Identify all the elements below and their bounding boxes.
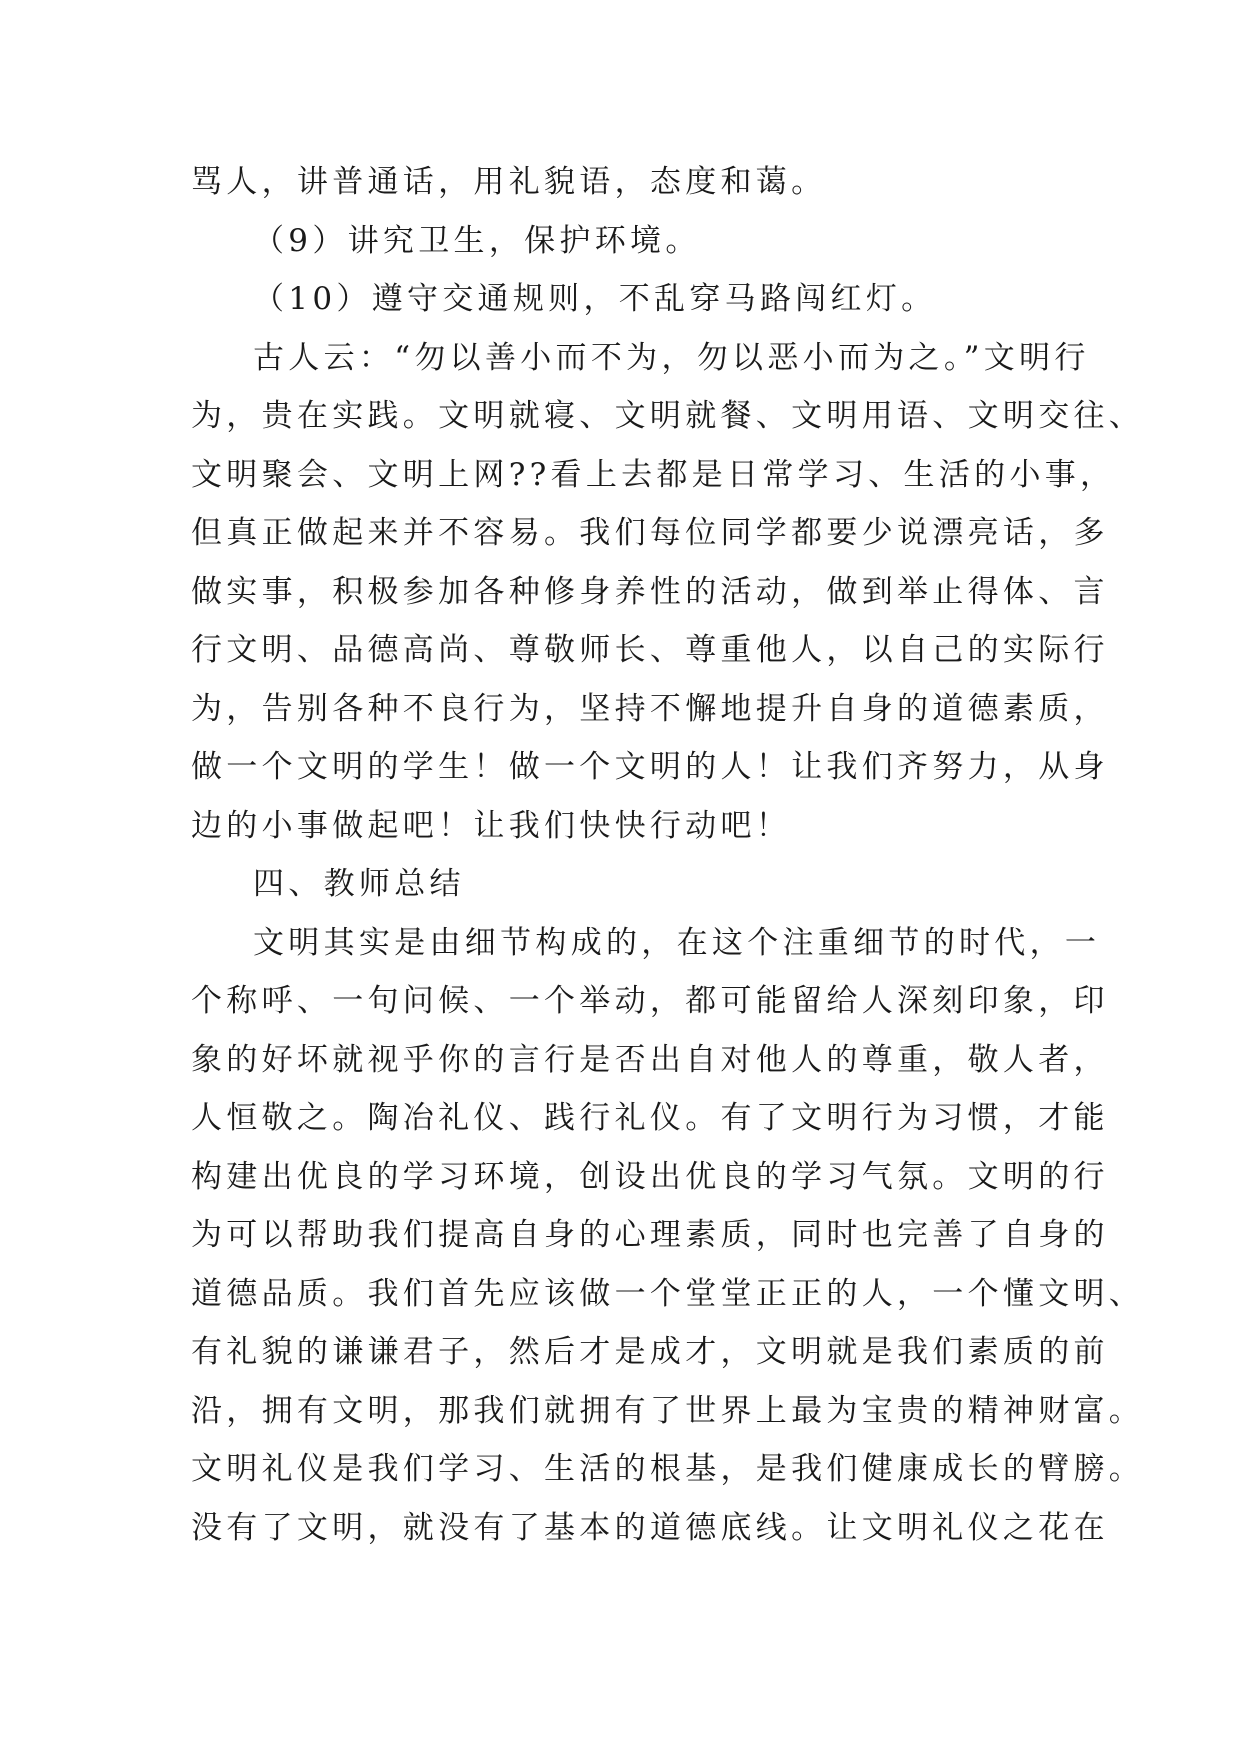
section-heading: 四、教师总结 [253,866,465,902]
text-line: 象的好坏就视乎你的言行是否出自对他人的尊重，敬人者， [191,1041,1109,1078]
text-line: 道德品质。我们首先应该做一个堂堂正正的人，一个懂文明、 [191,1275,1145,1312]
text-line: 人恒敬之。陶冶礼仪、践行礼仪。有了文明行为习惯，才能 [191,1100,1109,1136]
list-item-10: （10）遵守交通规则，不乱穿马路闯红灯。 [253,281,937,317]
list-item-9: （9）讲究卫生，保护环境。 [253,222,701,259]
paragraph-start: 古人云：“勿以善小而不为，勿以恶小而为之。”文明行 [253,339,1090,376]
text-line: 文明礼仪是我们学习、生活的根基，是我们健康成长的臂膀。 [191,1451,1145,1487]
text-line: 沿，拥有文明，那我们就拥有了世界上最为宝贵的精神财富。 [191,1392,1145,1429]
paragraph-start: 文明其实是由细节构成的，在这个注重细节的时代，一 [253,924,1101,961]
text-line: 个称呼、一句问候、一个举动，都可能留给人深刻印象，印 [191,983,1109,1019]
text-line: 文明聚会、文明上网??看上去都是日常学习、生活的小事， [191,456,1116,493]
text-line: 有礼貌的谦谦君子，然后才是成才，文明就是我们素质的前 [191,1334,1109,1370]
text-line: 构建出优良的学习环境，创设出优良的学习气氛。文明的行 [191,1158,1109,1195]
text-line: 骂人，讲普通话，用礼貌语，态度和蔼。 [191,164,827,200]
text-line: 为，贵在实践。文明就寝、文明就餐、文明用语、文明交往、 [191,398,1145,434]
text-line: 做实事，积极参加各种修身养性的活动，做到举止得体、言 [191,573,1109,610]
text-line: 没有了文明，就没有了基本的道德底线。让文明礼仪之花在 [191,1509,1109,1546]
text-line: 边的小事做起吧！让我们快快行动吧！ [191,807,792,844]
text-line: 为可以帮助我们提高自身的心理素质，同时也完善了自身的 [191,1217,1109,1253]
text-line: 行文明、品德高尚、尊敬师长、尊重他人，以自己的实际行 [191,632,1109,668]
text-line: 做一个文明的学生！做一个文明的人！让我们齐努力，从身 [191,749,1109,785]
body-text [191,153,1145,1557]
text-line: 但真正做起来并不容易。我们每位同学都要少说漂亮话，多 [191,515,1109,551]
text-line: 为，告别各种不良行为，坚持不懈地提升自身的道德素质， [191,690,1109,727]
